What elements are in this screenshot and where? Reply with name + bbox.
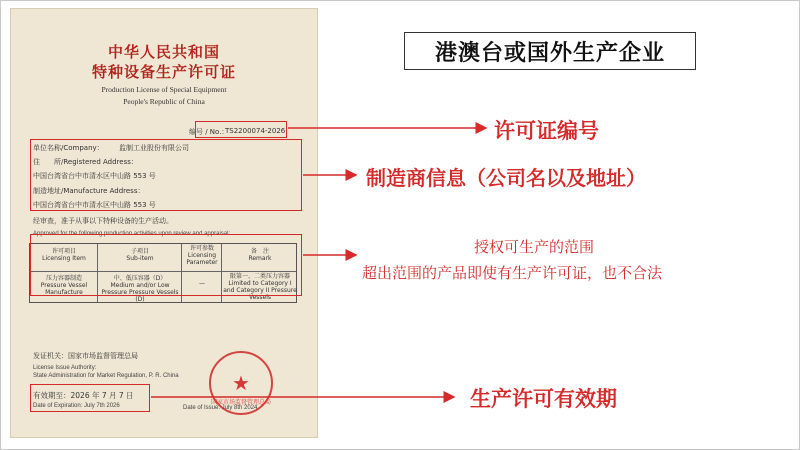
table-cell: 中、低压容器（D） Medium and/or Low Pressure Pressure Vessels (D) (101, 275, 179, 303)
table-cell: — (199, 280, 205, 287)
company-name: 监制工业股份有限公司 (119, 144, 189, 152)
scope-annotation-line2: 超出范围的产品即使有生产许可证，也不合法 (362, 264, 663, 282)
issuer-cn: 发证机关：国家市场监督管理总局 (33, 352, 138, 360)
validity-annotation: 生产许可有效期 (470, 386, 617, 411)
address-label: 住 所/Registered Address： (33, 158, 138, 166)
table-header-cell: 备 注 Remark (248, 248, 272, 262)
expiry-cn: 有效期至：2026 年 7 月 7 日 (33, 391, 134, 400)
seal-text: 国家市场监督管理总局 (211, 399, 272, 406)
table-header-cell: 许可参数 Licensing Parameter (186, 245, 218, 266)
cert-title-en-line1: Production License of Special Equipment (101, 85, 227, 94)
license-no-label: 编号 / No.： (189, 128, 229, 136)
address: 中国台湾省台中市清水区中山路 553 号 (33, 172, 156, 180)
license-number-annotation: 许可证编号 (494, 118, 599, 143)
category-label: 港澳台或国外生产企业 (404, 32, 696, 70)
expiry-en: Date of Expiration: July 7th 2026 (33, 403, 120, 409)
cert-title-en-line2: People's Republic of China (123, 97, 205, 106)
company-label: 单位名称/Company： (33, 144, 104, 152)
cert-title-cn-line2: 特种设备生产许可证 (91, 63, 236, 81)
manufacturer-info-annotation: 制造商信息（公司名以及地址） (366, 166, 646, 190)
scope-annotation-line1: 授权可生产的范围 (474, 238, 595, 256)
cert-title-cn-line1: 中华人民共和国 (107, 43, 220, 61)
approval-en: Approved for the following production activities upon review and appraisal: (33, 231, 231, 237)
star-icon: ★ (232, 371, 250, 395)
issue-date-en: Date of Issue: July 8th 2024 (183, 405, 258, 411)
mfg-address: 中国台湾省台中市清水区中山路 553 号 (33, 201, 156, 209)
table-cell: 限第一、二类压力容器 Limited to Category I and Category II Pressure Vessels (223, 273, 297, 301)
issuer-label-en: License Issue Authority: (33, 365, 97, 371)
table-cell: 压力容器制造 Pressure Vessel Manufacture (40, 275, 88, 296)
table-header-cell: 子项目 Sub-item (126, 248, 154, 262)
mfg-address-label: 制造地址/Manufacture Address： (33, 187, 145, 195)
license-no: TS2200074-2026 (225, 127, 286, 135)
approval-cn: 经审查，准予从事以下特种设备的生产活动。 (33, 217, 173, 225)
issuer-en: State Administration for Market Regulation, P. R. China (33, 373, 179, 379)
table-header-cell: 许可项目 Licensing Item (42, 248, 86, 262)
